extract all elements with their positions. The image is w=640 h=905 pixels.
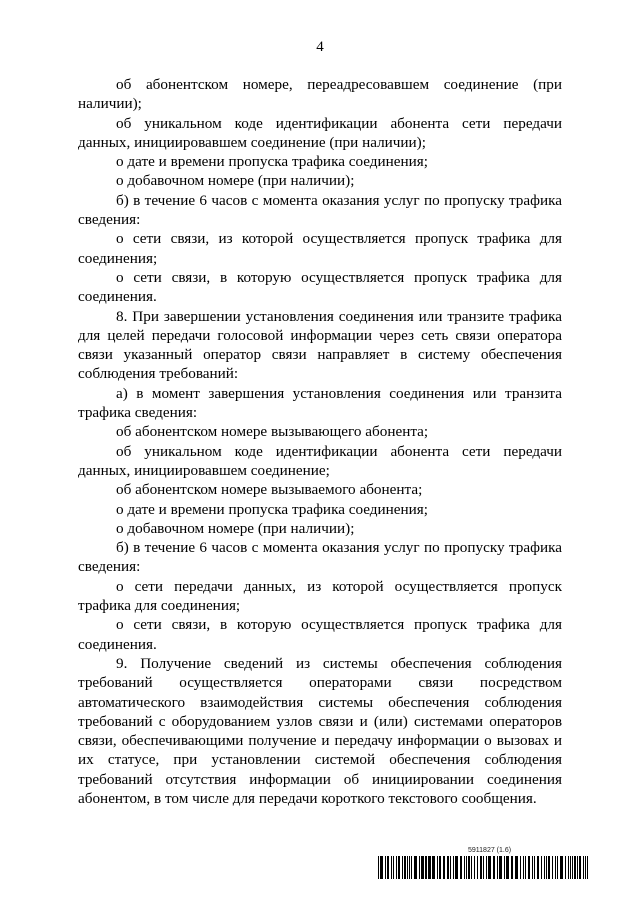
- paragraph: об абонентском номере вызывающего абонента;: [116, 423, 429, 441]
- paragraph: о добавочном номере (при наличии);: [116, 519, 355, 537]
- paragraph: о дате и времени пропуска трафика соединения;: [116, 500, 428, 518]
- paragraph: б) в течение 6 часов с момента оказания услуг по пропуску трафика сведения:: [78, 539, 562, 576]
- paragraph: 9. Получение сведений из системы обеспечения соблюдения требований осуществляется операторами связи посредством автоматического взаимодействия системы обеспечения соблюдения требований с оборудованием узлов связи и (или) системами операторов связи, обеспечивающими получение и передачу информации о вызовах и их статусе, при установлении системой обеспечения соблюдения требований отсутствия информации об инициировании соединения абонентом, в том числе для передачи короткого текстового сообщения.: [78, 654, 562, 807]
- paragraph: о добавочном номере (при наличии);: [116, 172, 355, 190]
- paragraph: об уникальном коде идентификации абонента сети передачи данных, инициировавшем соединение (при наличии);: [78, 114, 562, 151]
- paragraph: о сети связи, из которой осуществляется пропуск трафика для соединения;: [78, 230, 562, 267]
- paragraph: б) в течение 6 часов с момента оказания услуг по пропуску трафика сведения:: [78, 191, 562, 229]
- page-number: 4: [316, 39, 324, 55]
- paragraph: 8. При завершении установления соединения или транзите трафика для целей передачи голосовой информации через сеть связи оператора связи указанный оператор связи направляет в систему обеспечения соблюдения требований:: [78, 307, 562, 383]
- paragraph: а) в момент завершения установления соединения или транзита трафика сведения:: [78, 384, 562, 422]
- paragraph: о сети передачи данных, из которой осуществляется пропуск трафика для соединения;: [78, 577, 562, 615]
- paragraph: о сети связи, в которую осуществляется пропуск трафика для соединения.: [78, 268, 562, 306]
- paragraph: об абонентском номере вызываемого абонента;: [116, 481, 423, 499]
- paragraph: о дате и времени пропуска трафика соединения;: [116, 153, 428, 171]
- document-code: 5911827 (1.6): [468, 847, 512, 854]
- paragraph: о сети связи, в которую осуществляется пропуск трафика для соединения.: [78, 616, 562, 653]
- barcode-icon: [378, 856, 590, 879]
- document-body: [78, 75, 562, 808]
- paragraph: об уникальном коде идентификации абонента сети передачи данных, инициировавшем соединение;: [78, 442, 562, 479]
- paragraph: об абонентском номере, переадресовавшем соединение (при наличии);: [78, 76, 562, 113]
